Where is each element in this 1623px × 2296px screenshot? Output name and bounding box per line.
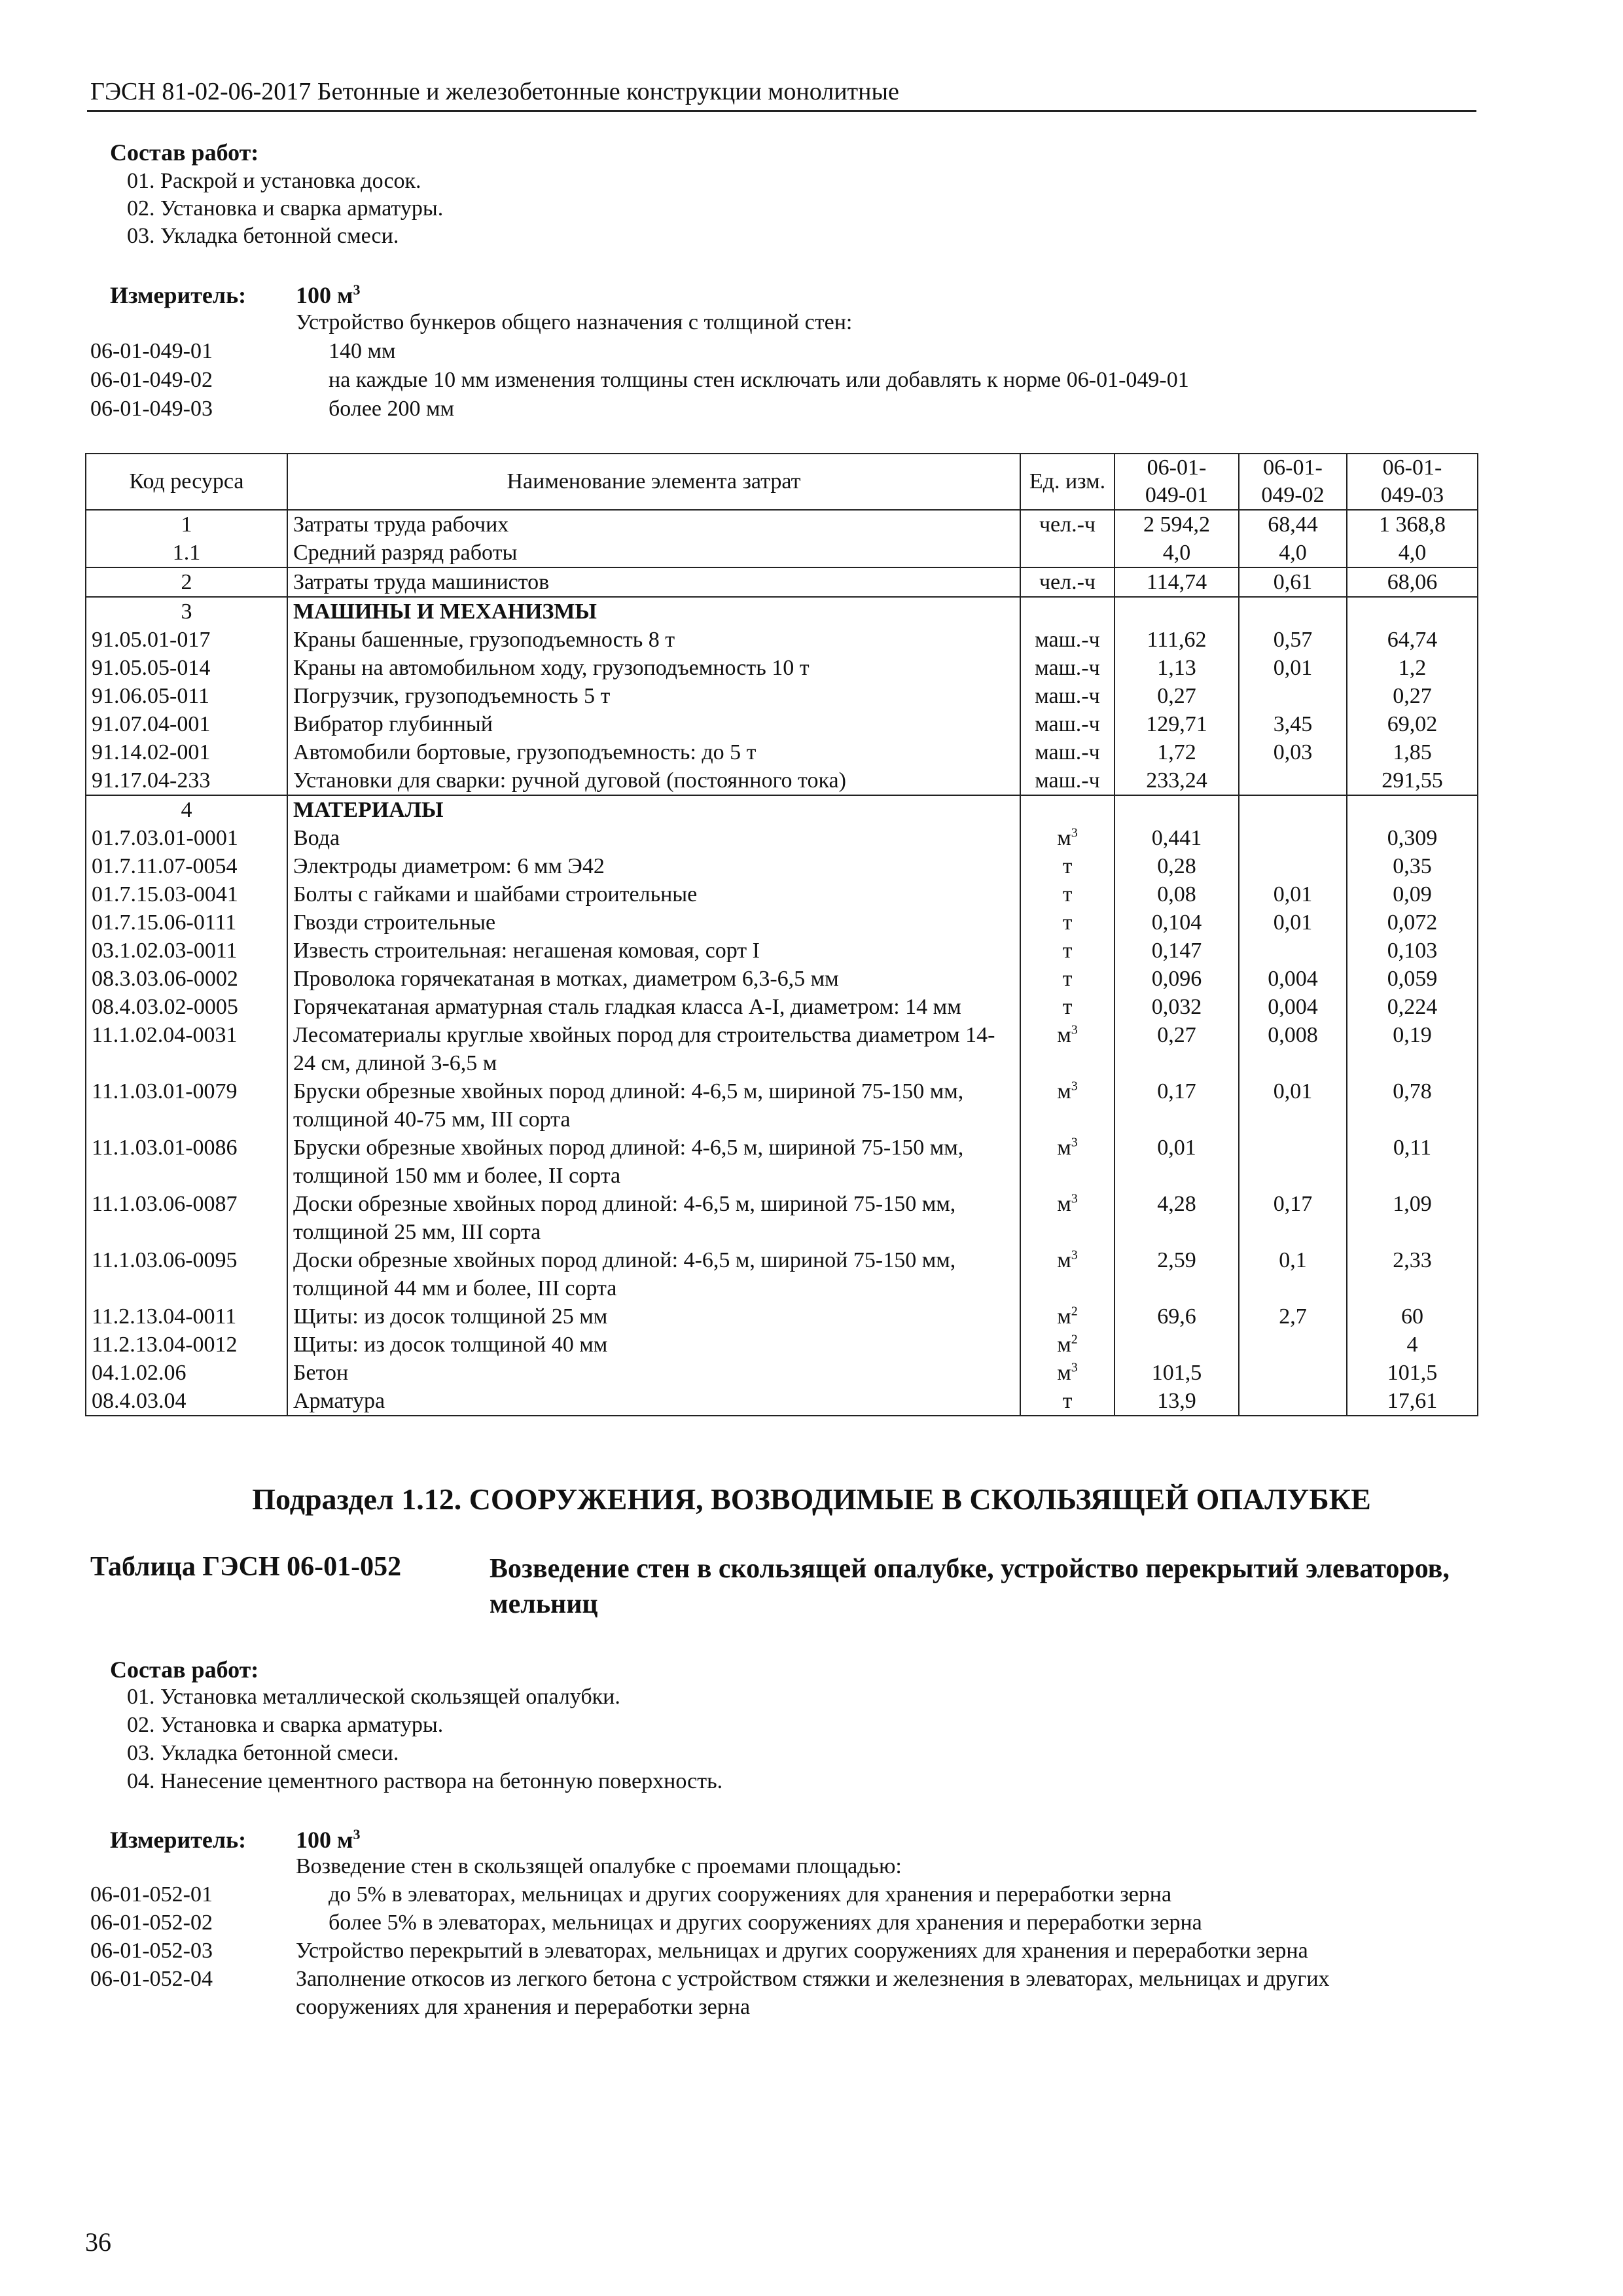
cell-049-01: 0,096 xyxy=(1115,965,1239,993)
cell-unit: $м^3$ xyxy=(1020,824,1115,852)
table-row xyxy=(86,1331,1478,1359)
cell-049-01: 4,0 xyxy=(1115,539,1239,567)
cell-049-02 xyxy=(1239,1359,1347,1387)
cell-049-02: 0,61 xyxy=(1239,567,1347,597)
table-row xyxy=(86,852,1478,880)
cell-code: 4 xyxy=(86,795,287,824)
table-row xyxy=(86,738,1478,766)
norm-desc: до 5% в элеваторах, мельницах и других сооружениях для хранения и переработки зерна xyxy=(329,1882,1172,1907)
cell-code: 04.1.02.06 xyxy=(86,1359,287,1387)
cell-name: Бруски обрезные хвойных пород длиной: 4-6,5 м, шириной 75-150 мм, толщиной 40-75 мм, III сорта xyxy=(287,1077,1020,1134)
col-header-unit: Ед. изм. xyxy=(1020,454,1115,510)
cell-unit: $м^3$ xyxy=(1020,1021,1115,1077)
cell-code: 08.4.03.04 xyxy=(86,1387,287,1416)
table-row xyxy=(86,766,1478,795)
cell-049-03: 1,09 xyxy=(1347,1190,1478,1246)
subsection-title: Подраздел 1.12. СООРУЖЕНИЯ, ВОЗВОДИМЫЕ В СКОЛЬЗЯЩЕЙ ОПАЛУБКЕ xyxy=(252,1482,1371,1516)
table-row xyxy=(86,1021,1478,1077)
norm-code: 06-01-052-03 xyxy=(90,1939,213,1963)
cell-049-03: 64,74 xyxy=(1347,626,1478,654)
table-code: Таблица ГЭСН 06-01-052 xyxy=(90,1552,402,1582)
cell-code: 91.07.04-001 xyxy=(86,710,287,738)
table-row xyxy=(86,1077,1478,1134)
cell-code: 2 xyxy=(86,567,287,597)
cell-049-03: 2,33 xyxy=(1347,1246,1478,1302)
work-item: 02. Установка и сварка арматуры. xyxy=(127,196,444,221)
cell-unit xyxy=(1020,597,1115,626)
running-header: ГЭСН 81-02-06-2017 Бетонные и железобетонные конструкции монолитные xyxy=(90,78,899,105)
norm-code: 06-01-052-04 xyxy=(90,1967,213,1991)
cell-code: 01.7.11.07-0054 xyxy=(86,852,287,880)
cell-049-02: 0,01 xyxy=(1239,908,1347,937)
cell-049-03 xyxy=(1347,597,1478,626)
cell-name: Вода xyxy=(287,824,1020,852)
table-row xyxy=(86,1359,1478,1387)
cell-049-02: 0,004 xyxy=(1239,993,1347,1021)
cell-049-03: 0,059 xyxy=(1347,965,1478,993)
cell-unit: чел.-ч xyxy=(1020,510,1115,539)
cell-unit: маш.-ч xyxy=(1020,738,1115,766)
cell-unit: т xyxy=(1020,852,1115,880)
norm-desc: более 200 мм xyxy=(329,397,455,421)
table-row xyxy=(86,795,1478,824)
cell-049-02 xyxy=(1239,1387,1347,1416)
cell-049-03: 69,02 xyxy=(1347,710,1478,738)
table-row xyxy=(86,1190,1478,1246)
col-header-name: Наименование элемента затрат xyxy=(287,454,1020,510)
cell-049-01: 13,9 xyxy=(1115,1387,1239,1416)
cell-code: 1 xyxy=(86,510,287,539)
measure-label: Измеритель: xyxy=(110,1827,247,1853)
table-row xyxy=(86,937,1478,965)
cell-049-01 xyxy=(1115,795,1239,824)
table-row xyxy=(86,1134,1478,1190)
norm-code: 06-01-052-02 xyxy=(90,1910,213,1935)
cell-code: 91.06.05-011 xyxy=(86,682,287,710)
cell-name: Вибратор глубинный xyxy=(287,710,1020,738)
cell-code: 91.05.01-017 xyxy=(86,626,287,654)
page-number: 36 xyxy=(85,2227,111,2257)
cell-049-01: 0,01 xyxy=(1115,1134,1239,1190)
work-composition-title: Состав работ: xyxy=(110,139,259,166)
cell-name: Краны на автомобильном ходу, грузоподъемность 10 т xyxy=(287,654,1020,682)
cell-unit: т xyxy=(1020,993,1115,1021)
table-row xyxy=(86,993,1478,1021)
cell-name: МАТЕРИАЛЫ xyxy=(287,795,1020,824)
cell-049-01: 0,032 xyxy=(1115,993,1239,1021)
cell-049-03: 60 xyxy=(1347,1302,1478,1331)
cell-049-02: 0,57 xyxy=(1239,626,1347,654)
cell-name: Известь строительная: негашеная комовая, сорт I xyxy=(287,937,1020,965)
cell-unit: маш.-ч xyxy=(1020,766,1115,795)
cell-unit: т xyxy=(1020,880,1115,908)
cell-049-01: 1,13 xyxy=(1115,654,1239,682)
cell-unit: чел.-ч xyxy=(1020,567,1115,597)
measure-unit: 100 $м^3$ xyxy=(296,281,361,308)
cell-049-01: 0,08 xyxy=(1115,880,1239,908)
cell-049-03: 0,27 xyxy=(1347,682,1478,710)
cell-049-02 xyxy=(1239,597,1347,626)
cell-code: 3 xyxy=(86,597,287,626)
cell-unit: $м^3$ xyxy=(1020,1134,1115,1190)
cell-name: Болты с гайками и шайбами строительные xyxy=(287,880,1020,908)
cell-049-03: 68,06 xyxy=(1347,567,1478,597)
cell-049-02: 0,17 xyxy=(1239,1190,1347,1246)
cell-name: Щиты: из досок толщиной 25 мм xyxy=(287,1302,1020,1331)
cell-code: 1.1 xyxy=(86,539,287,567)
cell-unit: маш.-ч xyxy=(1020,626,1115,654)
table-title: Возведение стен в скользящей опалубке, устройство перекрытий элеваторов, мельниц xyxy=(490,1554,1450,1619)
cell-unit: $м^2$ xyxy=(1020,1302,1115,1331)
cell-049-03: 4,0 xyxy=(1347,539,1478,567)
cell-name: Лесоматериалы круглые хвойных пород для строительства диаметром 14-24 см, длиной 3-6,5 м xyxy=(287,1021,1020,1077)
cell-unit: маш.-ч xyxy=(1020,682,1115,710)
cell-049-01: 1,72 xyxy=(1115,738,1239,766)
cell-049-01 xyxy=(1115,1331,1239,1359)
cell-049-02 xyxy=(1239,1134,1347,1190)
cell-049-02: 68,44 xyxy=(1239,510,1347,539)
cell-049-01: 114,74 xyxy=(1115,567,1239,597)
cell-unit: $м^3$ xyxy=(1020,1190,1115,1246)
norm-code: 06-01-052-01 xyxy=(90,1882,213,1907)
cell-code: 11.1.03.01-0079 xyxy=(86,1077,287,1134)
cell-049-01: 0,104 xyxy=(1115,908,1239,937)
cell-049-02 xyxy=(1239,1331,1347,1359)
cell-049-03: 101,5 xyxy=(1347,1359,1478,1387)
cell-049-03 xyxy=(1347,795,1478,824)
cell-name: Автомобили бортовые, грузоподъемность: до 5 т xyxy=(287,738,1020,766)
work-item: 02. Установка и сварка арматуры. xyxy=(127,1713,444,1737)
work-item: 03. Укладка бетонной смеси. xyxy=(127,224,399,248)
cell-049-02: 0,01 xyxy=(1239,1077,1347,1134)
norm-desc: на каждые 10 мм изменения толщины стен исключать или добавлять к норме 06-01-049-01 xyxy=(329,368,1189,392)
cell-unit: т xyxy=(1020,937,1115,965)
cell-unit: маш.-ч xyxy=(1020,710,1115,738)
norm-desc-continued: сооружениях для хранения и переработки зерна xyxy=(296,1995,751,2019)
cell-049-01: 0,147 xyxy=(1115,937,1239,965)
cell-049-03: 0,19 xyxy=(1347,1021,1478,1077)
cell-unit: $м^3$ xyxy=(1020,1077,1115,1134)
cell-049-01: 111,62 xyxy=(1115,626,1239,654)
cell-049-02: 0,03 xyxy=(1239,738,1347,766)
cell-049-02 xyxy=(1239,682,1347,710)
measure-intro: Устройство бункеров общего назначения с толщиной стен: xyxy=(296,310,853,334)
col-header-049-03: 06-01- 049-03 xyxy=(1347,454,1478,510)
table-row xyxy=(86,539,1478,567)
table-row xyxy=(86,880,1478,908)
cell-049-01: 2,59 xyxy=(1115,1246,1239,1302)
cell-name: Электроды диаметром: 6 мм Э42 xyxy=(287,852,1020,880)
norm-desc: Устройство перекрытий в элеваторах, мельницах и других сооружениях для хранения и переработки зерна xyxy=(296,1939,1308,1963)
cell-code: 08.3.03.06-0002 xyxy=(86,965,287,993)
table-row xyxy=(86,1302,1478,1331)
cell-name: Краны башенные, грузоподъемность 8 т xyxy=(287,626,1020,654)
cell-049-03: 0,072 xyxy=(1347,908,1478,937)
cell-name: Бетон xyxy=(287,1359,1020,1387)
cell-049-03: 0,103 xyxy=(1347,937,1478,965)
table-row xyxy=(86,654,1478,682)
table-row xyxy=(86,567,1478,597)
resource-table-body xyxy=(86,510,1478,1416)
norm-desc: Заполнение откосов из легкого бетона с устройством стяжки и железнения в элеваторах, мельницах и других xyxy=(296,1967,1330,1991)
cell-code: 11.2.13.04-0011 xyxy=(86,1302,287,1331)
table-row xyxy=(86,1387,1478,1416)
cell-code: 08.4.03.02-0005 xyxy=(86,993,287,1021)
table-row xyxy=(86,908,1478,937)
cell-049-02: 0,01 xyxy=(1239,654,1347,682)
cell-049-02: 3,45 xyxy=(1239,710,1347,738)
cell-049-02 xyxy=(1239,824,1347,852)
cell-name: Затраты труда машинистов xyxy=(287,567,1020,597)
cell-name: Бруски обрезные хвойных пород длиной: 4-6,5 м, шириной 75-150 мм, толщиной 150 мм и более, II сорта xyxy=(287,1134,1020,1190)
cell-049-03: 291,55 xyxy=(1347,766,1478,795)
cell-049-01: 4,28 xyxy=(1115,1190,1239,1246)
cell-049-03: 0,309 xyxy=(1347,824,1478,852)
work-item: 03. Укладка бетонной смеси. xyxy=(127,1741,399,1765)
norm-code: 06-01-049-03 xyxy=(90,397,213,421)
table-row xyxy=(86,824,1478,852)
cell-049-01: 101,5 xyxy=(1115,1359,1239,1387)
cell-name: Горячекатаная арматурная сталь гладкая класса А-I, диаметром: 14 мм xyxy=(287,993,1020,1021)
norm-desc: более 5% в элеваторах, мельницах и других сооружениях для хранения и переработки зерна xyxy=(329,1910,1202,1935)
cell-code: 01.7.03.01-0001 xyxy=(86,824,287,852)
resource-table xyxy=(85,453,1478,1416)
norm-code: 06-01-049-02 xyxy=(90,368,213,392)
cell-049-02 xyxy=(1239,852,1347,880)
cell-unit: маш.-ч xyxy=(1020,654,1115,682)
measure-unit: 100 $м^3$ xyxy=(296,1826,361,1853)
measure-label: Измеритель: xyxy=(110,282,247,308)
cell-code: 11.1.03.06-0095 xyxy=(86,1246,287,1302)
cell-049-01: 2 594,2 xyxy=(1115,510,1239,539)
cell-unit: $м^3$ xyxy=(1020,1359,1115,1387)
cell-unit xyxy=(1020,539,1115,567)
cell-name: Погрузчик, грузоподъемность 5 т xyxy=(287,682,1020,710)
cell-049-03: 0,09 xyxy=(1347,880,1478,908)
cell-unit: $м^3$ xyxy=(1020,1246,1115,1302)
cell-049-02 xyxy=(1239,766,1347,795)
cell-049-01: 69,6 xyxy=(1115,1302,1239,1331)
header-rule xyxy=(87,110,1476,112)
cell-049-03: 0,78 xyxy=(1347,1077,1478,1134)
cell-code: 91.14.02-001 xyxy=(86,738,287,766)
table-row xyxy=(86,682,1478,710)
table-row xyxy=(86,710,1478,738)
cell-code: 91.05.05-014 xyxy=(86,654,287,682)
norm-code: 06-01-049-01 xyxy=(90,339,213,363)
cell-049-02: 0,1 xyxy=(1239,1246,1347,1302)
cell-049-02 xyxy=(1239,795,1347,824)
cell-049-03: 1,85 xyxy=(1347,738,1478,766)
cell-049-02: 0,004 xyxy=(1239,965,1347,993)
cell-049-03: 17,61 xyxy=(1347,1387,1478,1416)
cell-unit xyxy=(1020,795,1115,824)
cell-unit: т xyxy=(1020,1387,1115,1416)
cell-code: 11.1.03.01-0086 xyxy=(86,1134,287,1190)
cell-name: Доски обрезные хвойных пород длиной: 4-6,5 м, шириной 75-150 мм, толщиной 44 мм и более, III сорта xyxy=(287,1246,1020,1302)
col-header-049-01: 06-01- 049-01 xyxy=(1115,454,1239,510)
cell-name: Гвозди строительные xyxy=(287,908,1020,937)
cell-049-01: 0,27 xyxy=(1115,1021,1239,1077)
cell-unit: $м^2$ xyxy=(1020,1331,1115,1359)
cell-049-03: 1,2 xyxy=(1347,654,1478,682)
cell-name: МАШИНЫ И МЕХАНИЗМЫ xyxy=(287,597,1020,626)
table-row xyxy=(86,1246,1478,1302)
table-row xyxy=(86,510,1478,539)
cell-049-01: 0,17 xyxy=(1115,1077,1239,1134)
cell-name: Средний разряд работы xyxy=(287,539,1020,567)
work-composition-title: Состав работ: xyxy=(110,1657,259,1683)
cell-name: Затраты труда рабочих xyxy=(287,510,1020,539)
cell-049-01: 129,71 xyxy=(1115,710,1239,738)
cell-049-02 xyxy=(1239,937,1347,965)
cell-049-02: 2,7 xyxy=(1239,1302,1347,1331)
cell-code: 91.17.04-233 xyxy=(86,766,287,795)
cell-code: 11.1.02.04-0031 xyxy=(86,1021,287,1077)
measure-intro: Возведение стен в скользящей опалубке с проемами площадью: xyxy=(296,1854,902,1878)
col-header-049-02: 06-01- 049-02 xyxy=(1239,454,1347,510)
cell-049-03: 0,11 xyxy=(1347,1134,1478,1190)
cell-unit: т xyxy=(1020,908,1115,937)
cell-049-01: 0,28 xyxy=(1115,852,1239,880)
cell-049-03: 0,224 xyxy=(1347,993,1478,1021)
col-header-code: Код ресурса xyxy=(86,454,287,510)
table-row xyxy=(86,597,1478,626)
cell-049-01: 0,441 xyxy=(1115,824,1239,852)
cell-name: Проволока горячекатаная в мотках, диаметром 6,3-6,5 мм xyxy=(287,965,1020,993)
cell-unit: т xyxy=(1020,965,1115,993)
cell-name: Установки для сварки: ручной дуговой (постоянного тока) xyxy=(287,766,1020,795)
cell-049-02: 0,01 xyxy=(1239,880,1347,908)
cell-name: Арматура xyxy=(287,1387,1020,1416)
cell-code: 11.1.03.06-0087 xyxy=(86,1190,287,1246)
cell-name: Доски обрезные хвойных пород длиной: 4-6,5 м, шириной 75-150 мм, толщиной 25 мм, III сорта xyxy=(287,1190,1020,1246)
table-row xyxy=(86,965,1478,993)
cell-049-02: 4,0 xyxy=(1239,539,1347,567)
table-row xyxy=(86,626,1478,654)
work-item: 01. Установка металлической скользящей опалубки. xyxy=(127,1685,620,1709)
cell-049-03: 1 368,8 xyxy=(1347,510,1478,539)
cell-code: 01.7.15.03-0041 xyxy=(86,880,287,908)
cell-name: Щиты: из досок толщиной 40 мм xyxy=(287,1331,1020,1359)
cell-049-03: 4 xyxy=(1347,1331,1478,1359)
cell-049-02: 0,008 xyxy=(1239,1021,1347,1077)
cell-code: 11.2.13.04-0012 xyxy=(86,1331,287,1359)
cell-049-01 xyxy=(1115,597,1239,626)
cell-049-03: 0,35 xyxy=(1347,852,1478,880)
cell-code: 03.1.02.03-0011 xyxy=(86,937,287,965)
work-item: 01. Раскрой и установка досок. xyxy=(127,169,421,193)
work-item: 04. Нанесение цементного раствора на бетонную поверхность. xyxy=(127,1769,723,1793)
norm-desc: 140 мм xyxy=(329,339,396,363)
cell-049-01: 233,24 xyxy=(1115,766,1239,795)
cell-code: 01.7.15.06-0111 xyxy=(86,908,287,937)
cell-049-01: 0,27 xyxy=(1115,682,1239,710)
